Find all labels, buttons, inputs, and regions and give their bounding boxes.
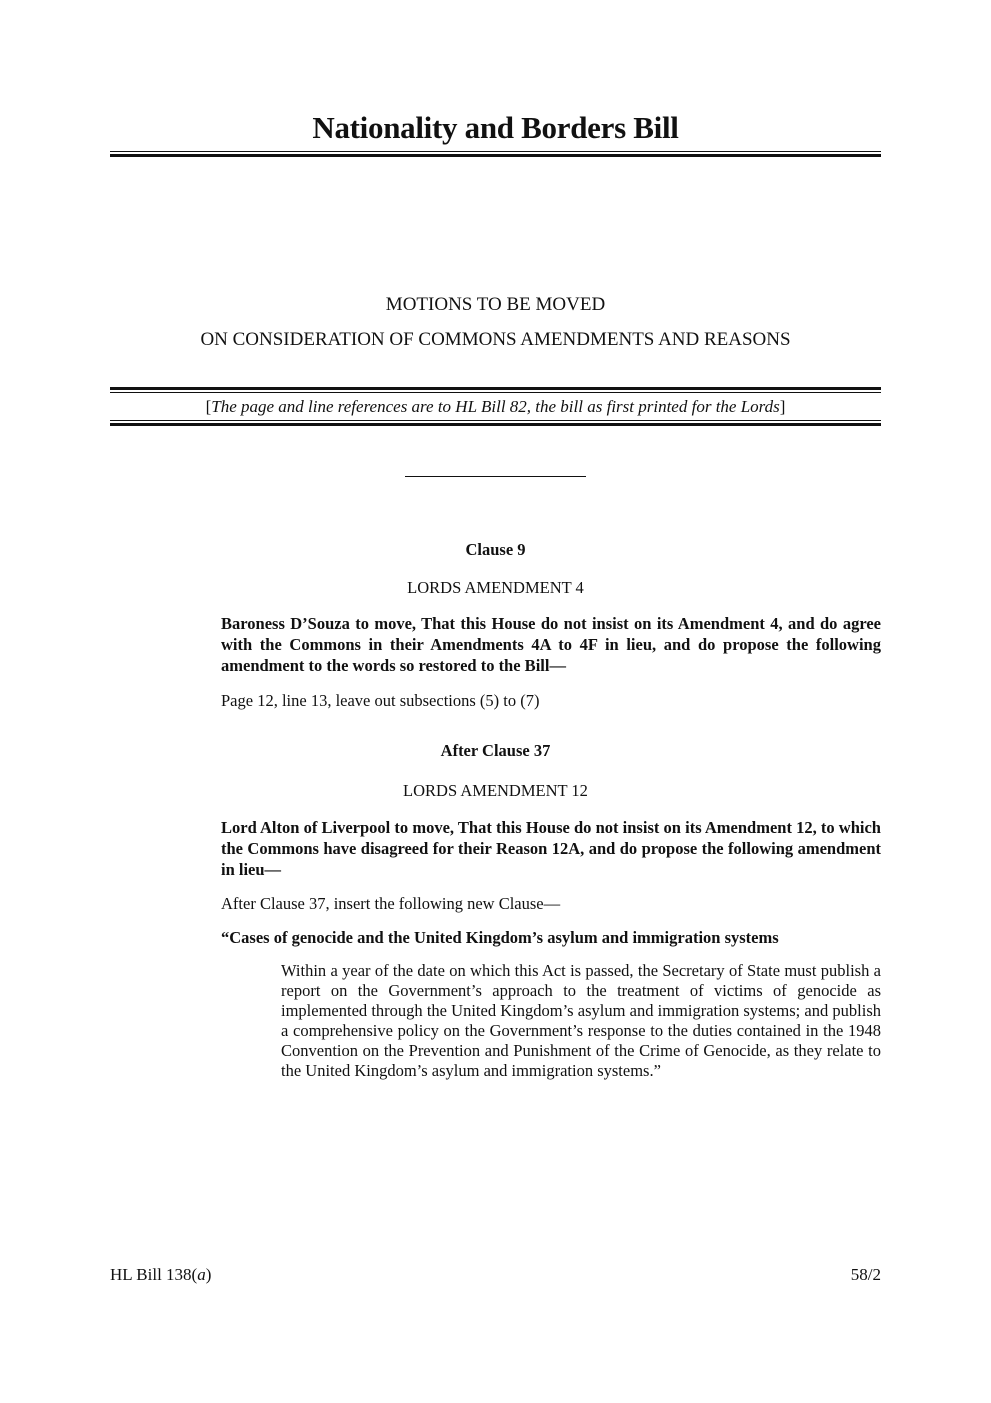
- document-title: Nationality and Borders Bill: [312, 110, 679, 145]
- motions-heading-line2: ON CONSIDERATION OF COMMONS AMENDMENTS AND REASONS: [200, 329, 791, 350]
- reference-rule-bottom-thin: [110, 420, 881, 421]
- page-code: 58/2: [850, 1265, 881, 1284]
- bill-number-prefix: HL Bill 138(: [110, 1265, 198, 1284]
- bill-number: [110, 1265, 211, 1285]
- section-divider: [405, 476, 586, 477]
- bracket-close: ]: [779, 397, 786, 416]
- bill-number-suffix: a: [197, 1265, 206, 1284]
- motions-heading-line1: MOTIONS TO BE MOVED: [385, 294, 606, 315]
- reference-rule-top-thin: [110, 392, 881, 393]
- reference-note-text: The page and line references are to HL Bill 82, the bill as first printed for the Lords: [211, 397, 780, 416]
- motion-text: Baroness D’Souza to move, That this House do not insist on its Amendment 4, and do agree with the Commons in their Amendments 4A to 4F in lieu, and do propose the following amendment to the words so restored to the Bill—: [221, 614, 881, 675]
- amendment-instruction: After Clause 37, insert the following new Clause—: [221, 894, 561, 913]
- reference-rule-top-thick: [110, 387, 881, 390]
- amendment-instruction: Page 12, line 13, leave out subsections (5) to (7): [221, 691, 540, 710]
- title-rule-thin: [110, 151, 881, 152]
- reference-note: [110, 397, 881, 417]
- reference-rule-bottom-thick: [110, 423, 881, 426]
- clause-heading: After Clause 37: [440, 741, 551, 760]
- title-rule-thick: [110, 154, 881, 157]
- new-clause-body: Within a year of the date on which this Act is passed, the Secretary of State must publish a report on the Government’s approach to the treatment of victims of genocide as implemented through the United Kingdom’s asylum and immigration systems; and publish a comprehensive policy on the Government’s response to the duties contained in the 1948 Convention on the Prevention and Punishment of the Crime of Genocide, as they relate to the United Kingdom’s asylum and immigration systems.”: [281, 961, 881, 1080]
- amendment-heading: LORDS AMENDMENT 4: [407, 578, 584, 597]
- bracket-open: [: [205, 397, 212, 416]
- amendment-heading: LORDS AMENDMENT 12: [403, 781, 588, 800]
- bill-number-close: ): [205, 1265, 212, 1284]
- motion-text: Lord Alton of Liverpool to move, That this House do not insist on its Amendment 12, to which the Commons have disagreed for their Reason 12A, and do propose the following amendment in lieu—: [221, 818, 881, 879]
- new-clause-title: “Cases of genocide and the United Kingdom’s asylum and immigration systems: [221, 928, 779, 947]
- clause-heading: Clause 9: [465, 540, 526, 559]
